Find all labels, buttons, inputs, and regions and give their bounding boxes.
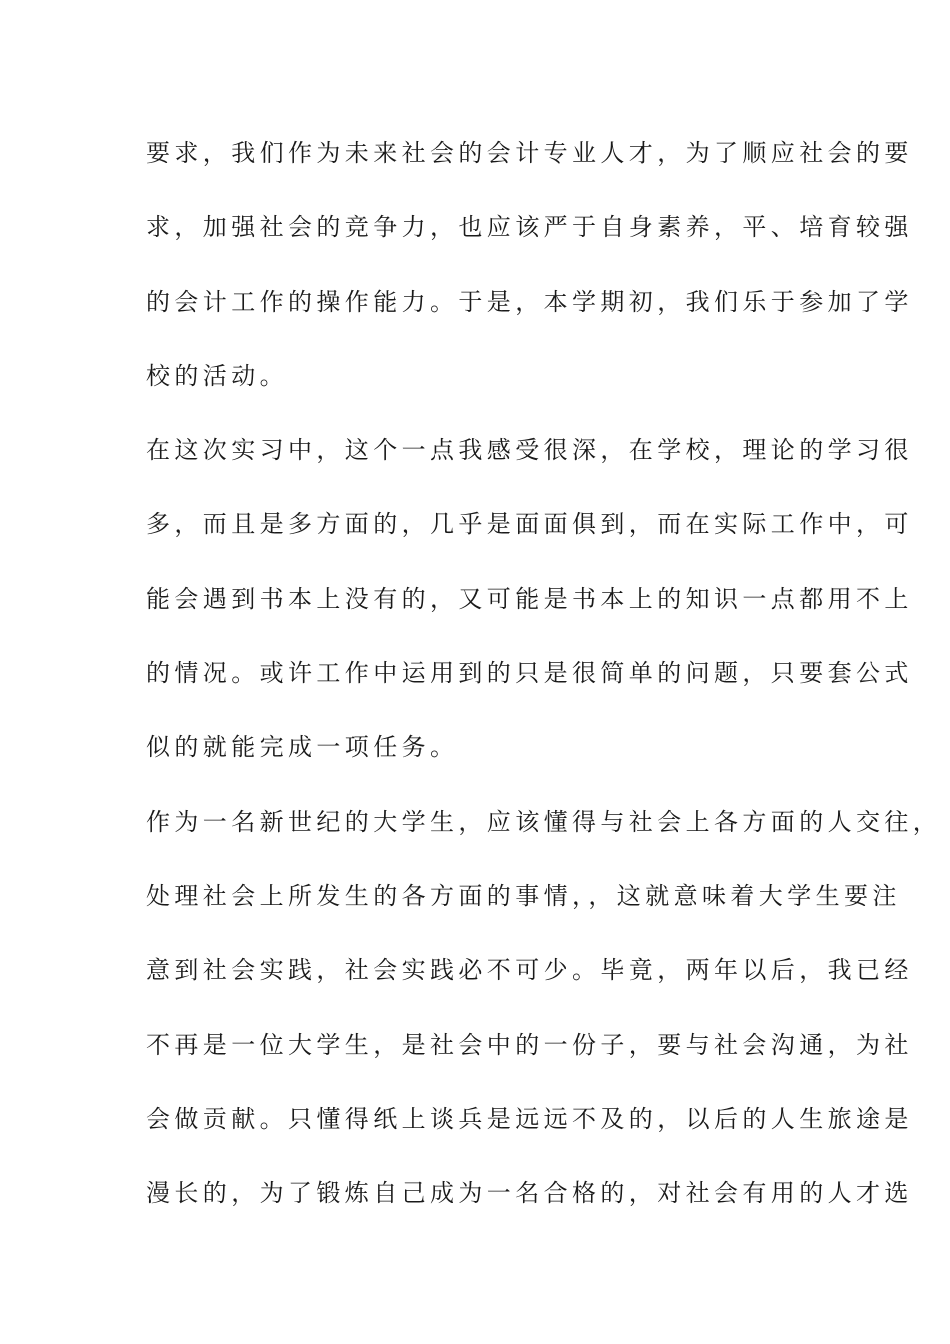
text-line: 求，加强社会的竞争力，也应该严于自身素养，平、培育较强 <box>146 213 913 242</box>
text-line: 似的就能完成一项任务。 <box>146 733 459 762</box>
text-line: 的会计工作的操作能力。于是，本学期初，我们乐于参加了学 <box>146 287 913 316</box>
body-text <box>146 129 942 1243</box>
text-line: 多，而且是多方面的，几乎是面面俱到，而在实际工作中，可 <box>146 510 913 539</box>
text-line: 处理社会上所发生的各方面的事情，，这就意味着大学生要注 <box>146 881 901 910</box>
text-line: 不再是一位大学生，是社会中的一份子，要与社会沟通，为社 <box>146 1030 913 1059</box>
text-line: 意到社会实践，社会实践必不可少。毕竟，两年以后，我已经 <box>146 956 913 985</box>
text-line: 校的活动。 <box>146 361 288 390</box>
text-line: 能会遇到书本上没有的，又可能是书本上的知识一点都用不上 <box>146 584 913 613</box>
text-line: 会做贡献。只懂得纸上谈兵是远远不及的，以后的人生旅途是 <box>146 1104 913 1133</box>
text-line: 漫长的，为了锻炼自己成为一名合格的，对社会有用的人才选 <box>146 1179 913 1208</box>
text-line: 要求，我们作为未来社会的会计专业人才，为了顺应社会的要 <box>146 139 913 167</box>
text-line: 作为一名新世纪的大学生，应该懂得与社会上各方面的人交往， <box>146 807 942 836</box>
text-line: 在这次实习中，这个一点我感受很深，在学校，理论的学习很 <box>146 436 913 465</box>
text-line: 的情况。或许工作中运用到的只是很简单的问题，只要套公式 <box>146 659 913 688</box>
